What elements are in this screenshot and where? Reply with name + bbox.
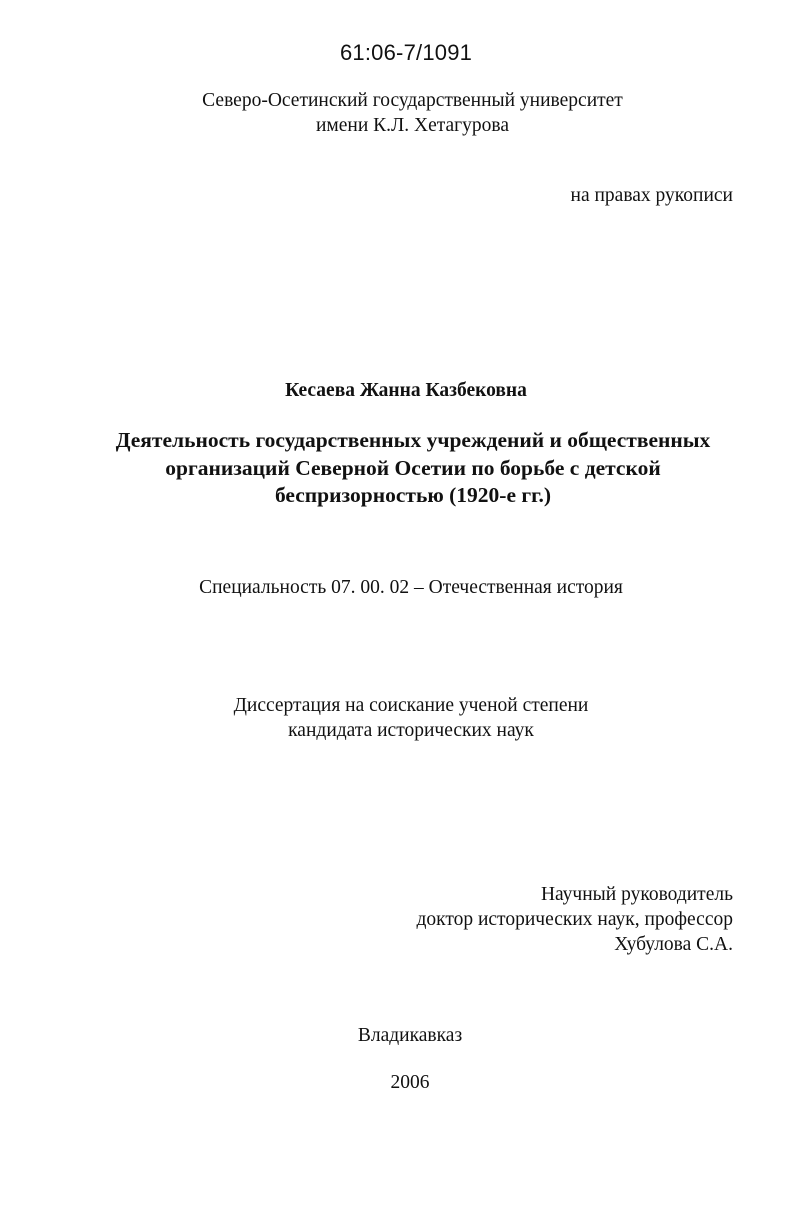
supervisor-credentials: доктор исторических наук, профессор — [416, 909, 733, 930]
title-line-2: организаций Северной Осетии по борьбе с детской — [165, 455, 661, 480]
dissertation-title — [0, 427, 796, 510]
author-name: Кесаева Жанна Казбековна — [285, 380, 527, 401]
supervisor-block — [416, 882, 733, 957]
university-name — [175, 88, 650, 138]
title-line-3: беспризорностью (1920-е гг.) — [274, 483, 552, 507]
supervisor-name: Хубулова С.А. — [614, 934, 733, 955]
degree-line-2: кандидата исторических наук — [288, 720, 534, 741]
university-line-1: Северо-Осетинский государственный университет — [202, 90, 623, 111]
degree-statement — [0, 693, 796, 743]
catalog-number: 61:06-7/1091 — [340, 40, 473, 65]
specialty: Специальность 07. 00. 02 – Отечественная история — [199, 577, 623, 598]
year: 2006 — [390, 1072, 430, 1093]
degree-line-1: Диссертация на соискание ученой степени — [233, 695, 589, 716]
title-line-1: Деятельность государственных учреждений и общественных — [115, 428, 711, 452]
supervisor-role: Научный руководитель — [540, 884, 733, 905]
manuscript-note: на правах рукописи — [570, 185, 733, 206]
university-line-2: имени К.Л. Хетагурова — [315, 115, 510, 136]
city: Владикавказ — [357, 1025, 463, 1046]
